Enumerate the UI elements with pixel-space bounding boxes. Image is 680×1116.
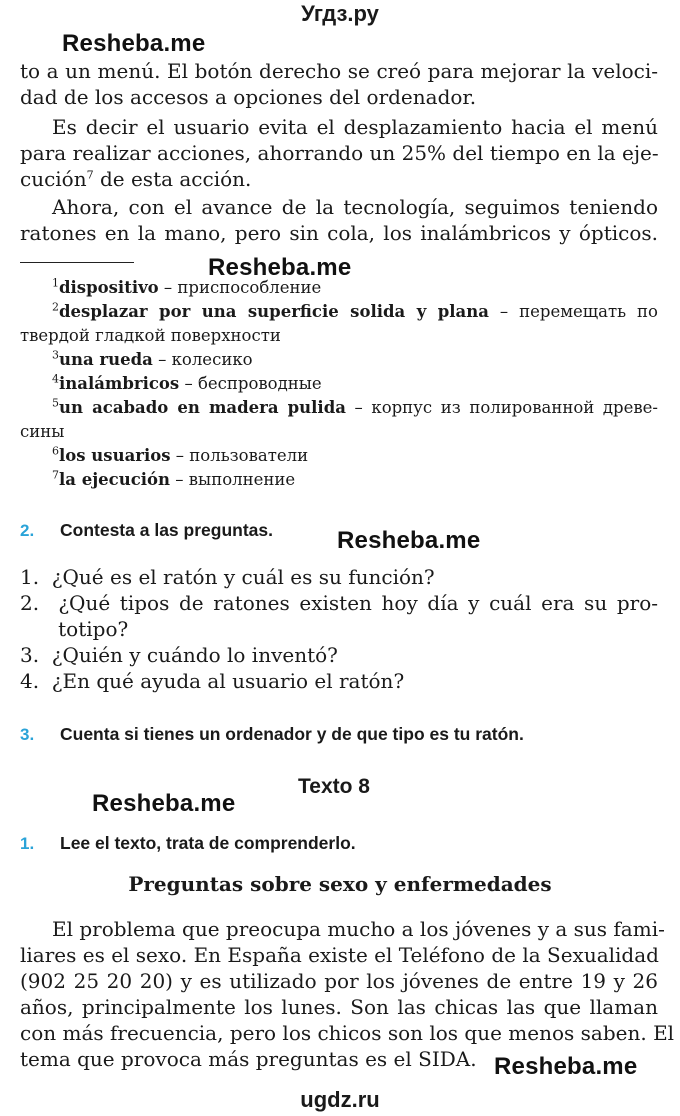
paragraph-3-line-1: Ahora, con el avance de la tecnología, seguimos teniendo [52, 195, 658, 219]
paragraph-2-line-3-text-b: de esta acción. [93, 167, 252, 191]
exercise-2-instruction: Contesta a las preguntas. [60, 520, 273, 540]
footnote-number: 4 [52, 372, 59, 386]
footnote-term: un acabado en madera pulida [59, 398, 346, 417]
footnote-term: una rueda [59, 350, 153, 369]
question-2-continuation: totipo? [20, 617, 129, 641]
question-3: 3. ¿Quién y cuándo lo inventó? [20, 643, 338, 667]
exercise-1-instruction: Lee el texto, trata de comprenderlo. [60, 833, 356, 853]
article-title: Preguntas sobre sexo y enfermedades [128, 872, 552, 896]
bottom-site-watermark: ugdz.ru [300, 1087, 380, 1112]
article-line-1: El problema que preocupa mucho a los jóvenes y a sus fami- [52, 917, 665, 941]
top-site-watermark: Угдз.ру [301, 1, 379, 26]
footnote-3 [52, 348, 253, 372]
text-8-heading: Texto 8 [298, 775, 370, 798]
footnote-translation: – пользователи [170, 446, 309, 465]
footnote-translation: твердой гладкой поверхности [20, 326, 281, 345]
article-line-2: liares es el sexo. En España existe el Teléfono de la Sexualidad [20, 943, 659, 967]
footnote-ref-7: 7 [86, 168, 94, 182]
footnote-translation: – перемещать по [488, 302, 658, 321]
resheba-watermark-3: Resheba.me [337, 527, 481, 554]
exercise-3-instruction: Cuenta si tienes un ordenador y de que tipo es tu ratón. [60, 724, 524, 744]
article-line-3: (902 25 20 20) y es utilizado por los jóvenes de entre 19 y 26 [20, 969, 658, 993]
footnote-translation: сины [20, 422, 65, 441]
exercise-1-number: 1. [20, 834, 35, 853]
footnote-number: 6 [52, 444, 59, 458]
resheba-watermark-2: Resheba.me [208, 254, 352, 281]
footnote-term: la ejecución [59, 470, 171, 489]
footnote-number: 7 [52, 468, 59, 482]
footnote-7 [52, 468, 295, 492]
footnote-1 [52, 276, 321, 300]
resheba-watermark-4: Resheba.me [92, 790, 236, 817]
article-line-6: tema que provoca más preguntas es el SIDA. [20, 1047, 477, 1071]
exercise-3-number: 3. [20, 725, 35, 744]
paragraph-2-line-3-text-a: cución [20, 167, 87, 191]
footnote-term: desplazar por una superficie solida y plana [59, 302, 489, 321]
footnote-translation: – колесико [152, 350, 253, 369]
footnote-2 [52, 300, 658, 324]
paragraph-2-line-3 [20, 166, 251, 192]
article-line-5: con más frecuencia, pero los chicos son los que menos saben. El [20, 1021, 675, 1045]
paragraph-1-line-1: to a un menú. El botón derecho se creó para mejorar la veloci- [20, 59, 658, 83]
footnote-term: los usuarios [59, 446, 171, 465]
footnote-6 [52, 444, 308, 468]
footnote-number: 5 [52, 396, 59, 410]
question-2: 2. ¿Qué tipos de ratones existen hoy día y cuál era su pro- [20, 591, 658, 615]
exercise-2-number: 2. [20, 521, 35, 540]
resheba-watermark-5: Resheba.me [494, 1053, 638, 1080]
paragraph-1-line-2: dad de los accesos a opciones del ordenador. [20, 85, 477, 109]
footnote-2-continuation [20, 324, 281, 348]
paragraph-2-line-2: para realizar acciones, ahorrando un 25% del tiempo en la eje- [20, 141, 659, 165]
footnote-translation: – корпус из полированной древе- [345, 398, 658, 417]
question-1: 1. ¿Qué es el ratón y cuál es su función? [20, 565, 435, 589]
article-line-4: años, principalmente los lunes. Son las chicas las que llaman [20, 995, 658, 1019]
footnote-term: dispositivo [59, 278, 159, 297]
footnote-divider [20, 262, 134, 263]
footnote-term: inalámbricos [59, 374, 180, 393]
footnote-translation: – приспособление [158, 278, 322, 297]
paragraph-2-line-1: Es decir el usuario evita el desplazamiento hacia el menú [52, 115, 658, 139]
question-4: 4. ¿En qué ayuda al usuario el ratón? [20, 669, 405, 693]
footnote-translation: – беспроводные [179, 374, 322, 393]
footnote-5-continuation [20, 420, 64, 444]
footnote-number: 3 [52, 348, 59, 362]
footnote-number: 1 [52, 276, 59, 290]
resheba-watermark-1: Resheba.me [62, 30, 206, 57]
footnote-number: 2 [52, 300, 59, 314]
footnote-translation: – выполнение [170, 470, 296, 489]
footnote-4 [52, 372, 322, 396]
paragraph-3-line-2: ratones en la mano, pero sin cola, los inalámbricos y ópticos. [20, 221, 658, 245]
footnote-5 [52, 396, 658, 420]
